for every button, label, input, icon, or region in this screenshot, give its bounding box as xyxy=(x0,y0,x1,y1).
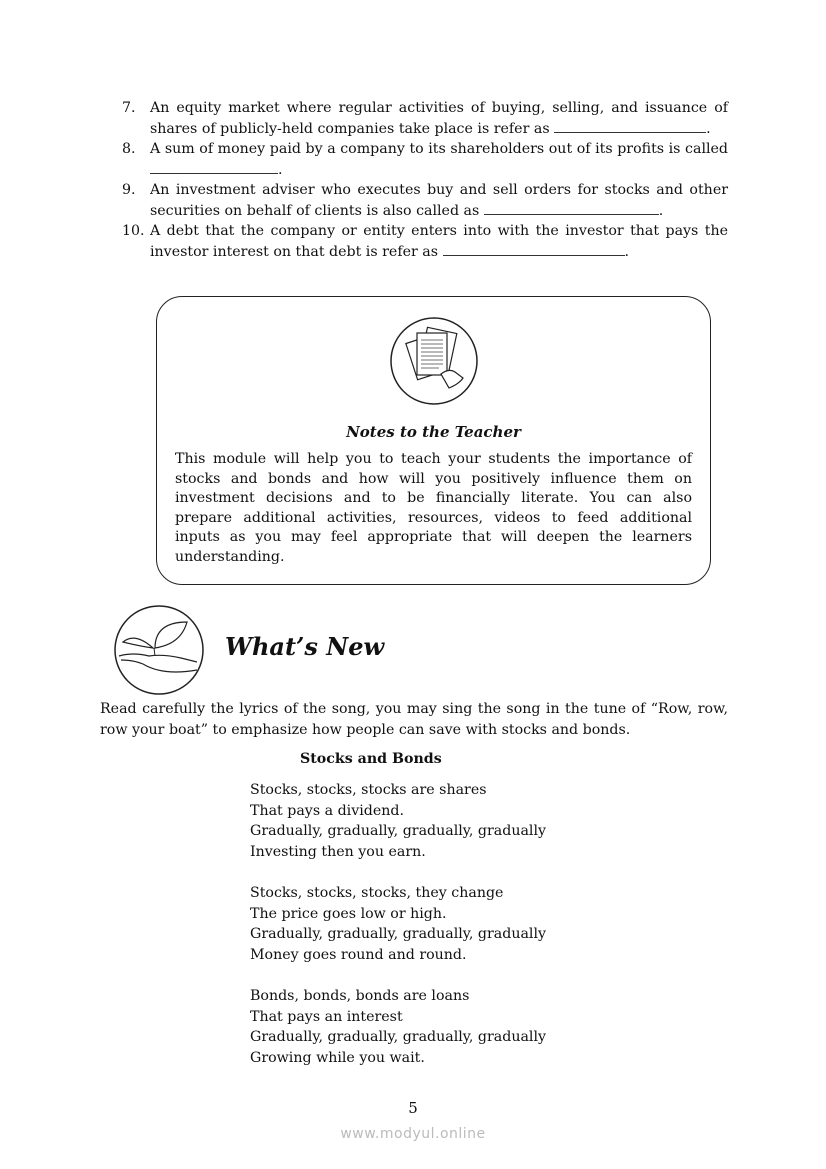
question-10 xyxy=(122,221,728,262)
notes-body: This module will help you to teach your students the importance of stocks and bonds and how will you positively influence them on investment decisions and to be financially literate. You can also prepare additional activities, resources, videos to feed additional inputs as you may feel appropriate that will deepen the learners understanding. xyxy=(175,451,692,565)
watermark: www.modyul.online xyxy=(340,1126,486,1142)
documents-in-hand-icon xyxy=(389,316,479,406)
lyric-line: That pays an interest xyxy=(250,1008,403,1025)
answer-blank[interactable] xyxy=(150,161,278,174)
question-9 xyxy=(122,180,728,221)
page-number: 5 xyxy=(408,1099,418,1117)
song-title: Stocks and Bonds xyxy=(300,751,442,767)
notes-title: Notes to the Teacher xyxy=(346,423,521,441)
punct: . xyxy=(658,202,664,219)
question-number: 9. xyxy=(122,182,136,198)
question-7 xyxy=(122,98,728,139)
question-number: 8. xyxy=(122,141,136,157)
lyric-line: Bonds, bonds, bonds are loans xyxy=(250,988,470,1004)
lyric-line: Money goes round and round. xyxy=(250,947,467,964)
notes-to-teacher-box xyxy=(156,296,711,585)
question-number: 7. xyxy=(122,100,136,116)
question-number: 10. xyxy=(122,223,145,239)
section-title-whats-new: What’s New xyxy=(225,632,385,661)
question-8 xyxy=(122,139,728,180)
lyric-line: Stocks, stocks, stocks, they change xyxy=(250,885,504,901)
question-text: An equity market where regular activities of buying, selling, and issuance of shares of publicly-held companies take place is refer as xyxy=(150,100,728,137)
answer-blank[interactable] xyxy=(443,243,625,256)
answer-blank[interactable] xyxy=(554,120,706,133)
lyric-line: Gradually, gradually, gradually, gradually xyxy=(250,1029,547,1046)
intro-paragraph: Read carefully the lyrics of the song, you may sing the song in the tune of “Row, row, row your boat” to emphasize how people can save with stocks and bonds. xyxy=(100,701,728,738)
lyric-line: Investing then you earn. xyxy=(250,844,426,861)
punct: . xyxy=(706,120,711,137)
lyric-line: Gradually, gradually, gradually, gradually xyxy=(250,926,547,943)
question-text: A debt that the company or entity enters into with the investor that pays the investor interest on that debt is refer as xyxy=(150,223,728,260)
lyric-line: Growing while you wait. xyxy=(250,1050,425,1067)
lyric-line: Stocks, stocks, stocks are shares xyxy=(250,782,487,798)
stanza-1 xyxy=(250,780,546,863)
punct: . xyxy=(624,243,630,260)
stanza-3 xyxy=(250,986,546,1069)
lyric-line: The price goes low or high. xyxy=(250,905,447,922)
lyric-line: That pays a dividend. xyxy=(250,802,404,819)
question-text: An investment adviser who executes buy and sell orders for stocks and other securities on behalf of clients is also called as xyxy=(150,182,728,219)
answer-blank[interactable] xyxy=(484,202,659,215)
lyric-line: Gradually, gradually, gradually, gradually xyxy=(250,823,547,840)
question-text: A sum of money paid by a company to its shareholders out of its profits is called xyxy=(150,141,728,157)
stanza-2 xyxy=(250,883,546,966)
punct: . xyxy=(278,161,283,178)
plant-in-hand-icon xyxy=(113,604,205,696)
